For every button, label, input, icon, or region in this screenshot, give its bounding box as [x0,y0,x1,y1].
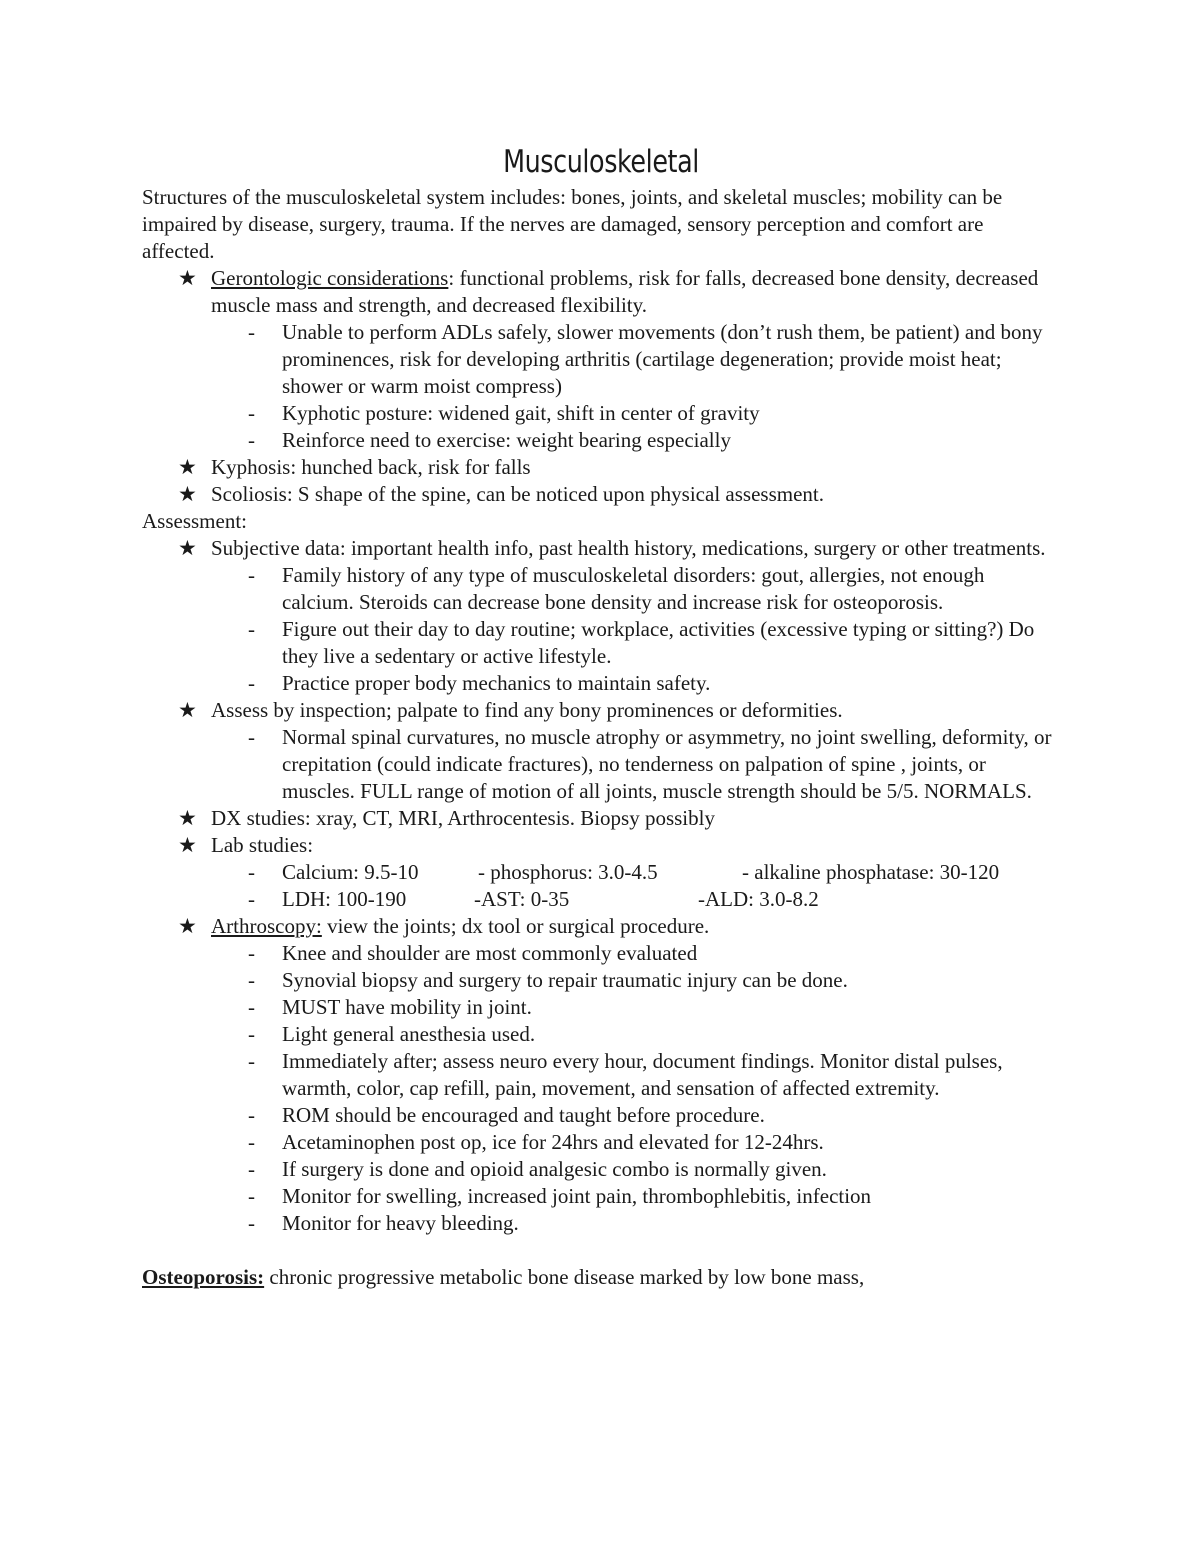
gerontologic-term: Gerontologic considerations [211,266,449,290]
lab-ald: -ALD: 3.0-8.2 [698,887,819,911]
star-icon: ★ [178,455,197,479]
arthroscopy-term: Arthroscopy: [211,914,322,938]
arthroscopy-list [142,913,1060,940]
sub-item-text: Monitor for heavy bleeding. [282,1211,519,1235]
inspection-sublist [142,724,1060,805]
sub-item-text: Figure out their day to day routine; workplace, activities (excessive typing or sitting?) Do they live a sedentary or active lifestyle. [282,617,1035,668]
star-icon: ★ [178,914,197,938]
assessment-list-3 [142,805,1060,859]
star-icon: ★ [178,833,197,857]
star-icon: ★ [178,482,197,506]
dash-icon: - [248,1211,255,1235]
sub-item [142,724,1060,805]
dash-icon: - [248,1157,255,1181]
dash-icon: - [248,671,255,695]
intro-paragraph: Structures of the musculoskeletal system includes: bones, joints, and skeletal muscles; mobility can be impaired by disease, surgery, trauma. If the nerves are damaged, sensory perception and comfort are affected. [142,185,1003,263]
gerontologic-sublist [142,319,1060,454]
dash-icon: - [248,995,255,1019]
sub-item [142,1048,1060,1102]
lab-ast: -AST: 0-35 [474,887,570,911]
overview-list [142,265,1060,319]
osteoporosis-paragraph [142,1264,1060,1291]
lab-row-1 [142,859,1060,886]
kyphosis-text: Kyphosis: hunched back, risk for falls [211,455,531,479]
subjective-sublist [142,562,1060,697]
dash-icon: - [248,1184,255,1208]
scoliosis-text: Scoliosis: S shape of the spine, can be noticed upon physical assessment. [211,482,824,506]
sub-item [142,319,1060,400]
sub-item-text: ROM should be encouraged and taught before procedure. [282,1103,765,1127]
dash-icon: - [248,320,255,344]
sub-item [142,967,1060,994]
sub-item [142,1183,1060,1210]
bullet-arthroscopy [142,913,1060,940]
sub-item [142,562,1060,616]
dash-icon: - [248,941,255,965]
sub-item-text: Acetaminophen post op, ice for 24hrs and elevated for 12-24hrs. [282,1130,824,1154]
sub-item-text: Monitor for swelling, increased joint pain, thrombophlebitis, infection [282,1184,872,1208]
dash-icon: - [248,725,255,749]
sub-item [142,1102,1060,1129]
dash-icon: - [248,887,255,911]
sub-item [142,1210,1060,1237]
sub-item-text: Normal spinal curvatures, no muscle atrophy or asymmetry, no joint swelling, deformity, or crepitation (could indicate fractures), no tenderness on palpation of spine , joints, or muscles. FULL range of motion of all joints, muscle strength should be 5/5. NORMALS. [282,725,1052,803]
sub-item-text: Kyphotic posture: widened gait, shift in center of gravity [282,401,760,425]
bullet-scoliosis [142,481,1060,508]
sub-item [142,670,1060,697]
dash-icon: - [248,617,255,641]
star-icon: ★ [178,536,197,560]
dash-icon: - [248,1049,255,1073]
dx-text: DX studies: xray, CT, MRI, Arthrocentesis. Biopsy possibly [211,806,715,830]
sub-item-text: If surgery is done and opioid analgesic combo is normally given. [282,1157,827,1181]
dash-icon: - [248,401,255,425]
sub-item-text: Unable to perform ADLs safely, slower movements (don’t rush them, be patient) and bony prominences, risk for developing arthritis (cartilage degeneration; provide moist heat; shower or warm moist compress) [282,320,1043,398]
bullet-inspection [142,697,1060,724]
osteoporosis-term: Osteoporosis: [142,1265,265,1289]
sub-item-text: Knee and shoulder are most commonly evaluated [282,941,698,965]
bullet-subjective [142,535,1060,562]
osteoporosis-text: chronic progressive metabolic bone disease marked by low bone mass, [264,1265,865,1289]
sub-item [142,400,1060,427]
lab-row-2 [142,886,1060,913]
bullet-dx-studies [142,805,1060,832]
sub-item-text: MUST have mobility in joint. [282,995,532,1019]
arthroscopy-text: view the joints; dx tool or surgical procedure. [321,914,710,938]
lab-alkaline-phosphatase: - alkaline phosphatase: 30-120 [742,860,1000,884]
lab-ldh: LDH: 100-190 [282,887,407,911]
dash-icon: - [248,428,255,452]
assessment-list [142,535,1060,562]
lab-phosphorus: - phosphorus: 3.0-4.5 [478,860,658,884]
lab-calcium: Calcium: 9.5-10 [282,860,419,884]
star-icon: ★ [178,806,197,830]
star-icon: ★ [178,698,197,722]
star-icon: ★ [178,266,197,290]
sub-item [142,994,1060,1021]
dash-icon: - [248,1130,255,1154]
assessment-list-2 [142,697,1060,724]
bullet-lab-studies [142,832,1060,859]
sub-item-text: Family history of any type of musculoskeletal disorders: gout, allergies, not enough calcium. Steroids can decrease bone density and increase risk for osteoporosis. [282,563,985,614]
sub-item [142,1156,1060,1183]
dash-icon: - [248,968,255,992]
sub-item [142,940,1060,967]
sub-item-text: Reinforce need to exercise: weight bearing especially [282,428,731,452]
overview-list-2 [142,454,1060,508]
sub-item [142,427,1060,454]
page-title: Musculoskeletal [503,144,699,180]
dash-icon: - [248,860,255,884]
gerontologic-text: : functional problems, risk for falls, decreased bone density, decreased muscle mass and strength, and decreased flexibility. [211,266,1039,317]
sub-item-text: Immediately after; assess neuro every hour, document findings. Monitor distal pulses, warmth, color, cap refill, pain, movement, and sensation of affected extremity. [282,1049,1003,1100]
sub-item [142,616,1060,670]
sub-item [142,1021,1060,1048]
dash-icon: - [248,1103,255,1127]
sub-item-text: Practice proper body mechanics to maintain safety. [282,671,711,695]
lab-label: Lab studies: [211,833,314,857]
dash-icon: - [248,563,255,587]
subjective-text: Subjective data: important health info, past health history, medications, surgery or other treatments. [211,536,1046,560]
inspection-text: Assess by inspection; palpate to find any bony prominences or deformities. [211,698,843,722]
sub-item [142,1129,1060,1156]
sub-item-text: Light general anesthesia used. [282,1022,536,1046]
dash-icon: - [248,1022,255,1046]
arthroscopy-sublist [142,940,1060,1237]
sub-item-text: Synovial biopsy and surgery to repair traumatic injury can be done. [282,968,848,992]
bullet-gerontologic [142,265,1060,319]
assessment-heading: Assessment: [142,509,247,533]
bullet-kyphosis [142,454,1060,481]
